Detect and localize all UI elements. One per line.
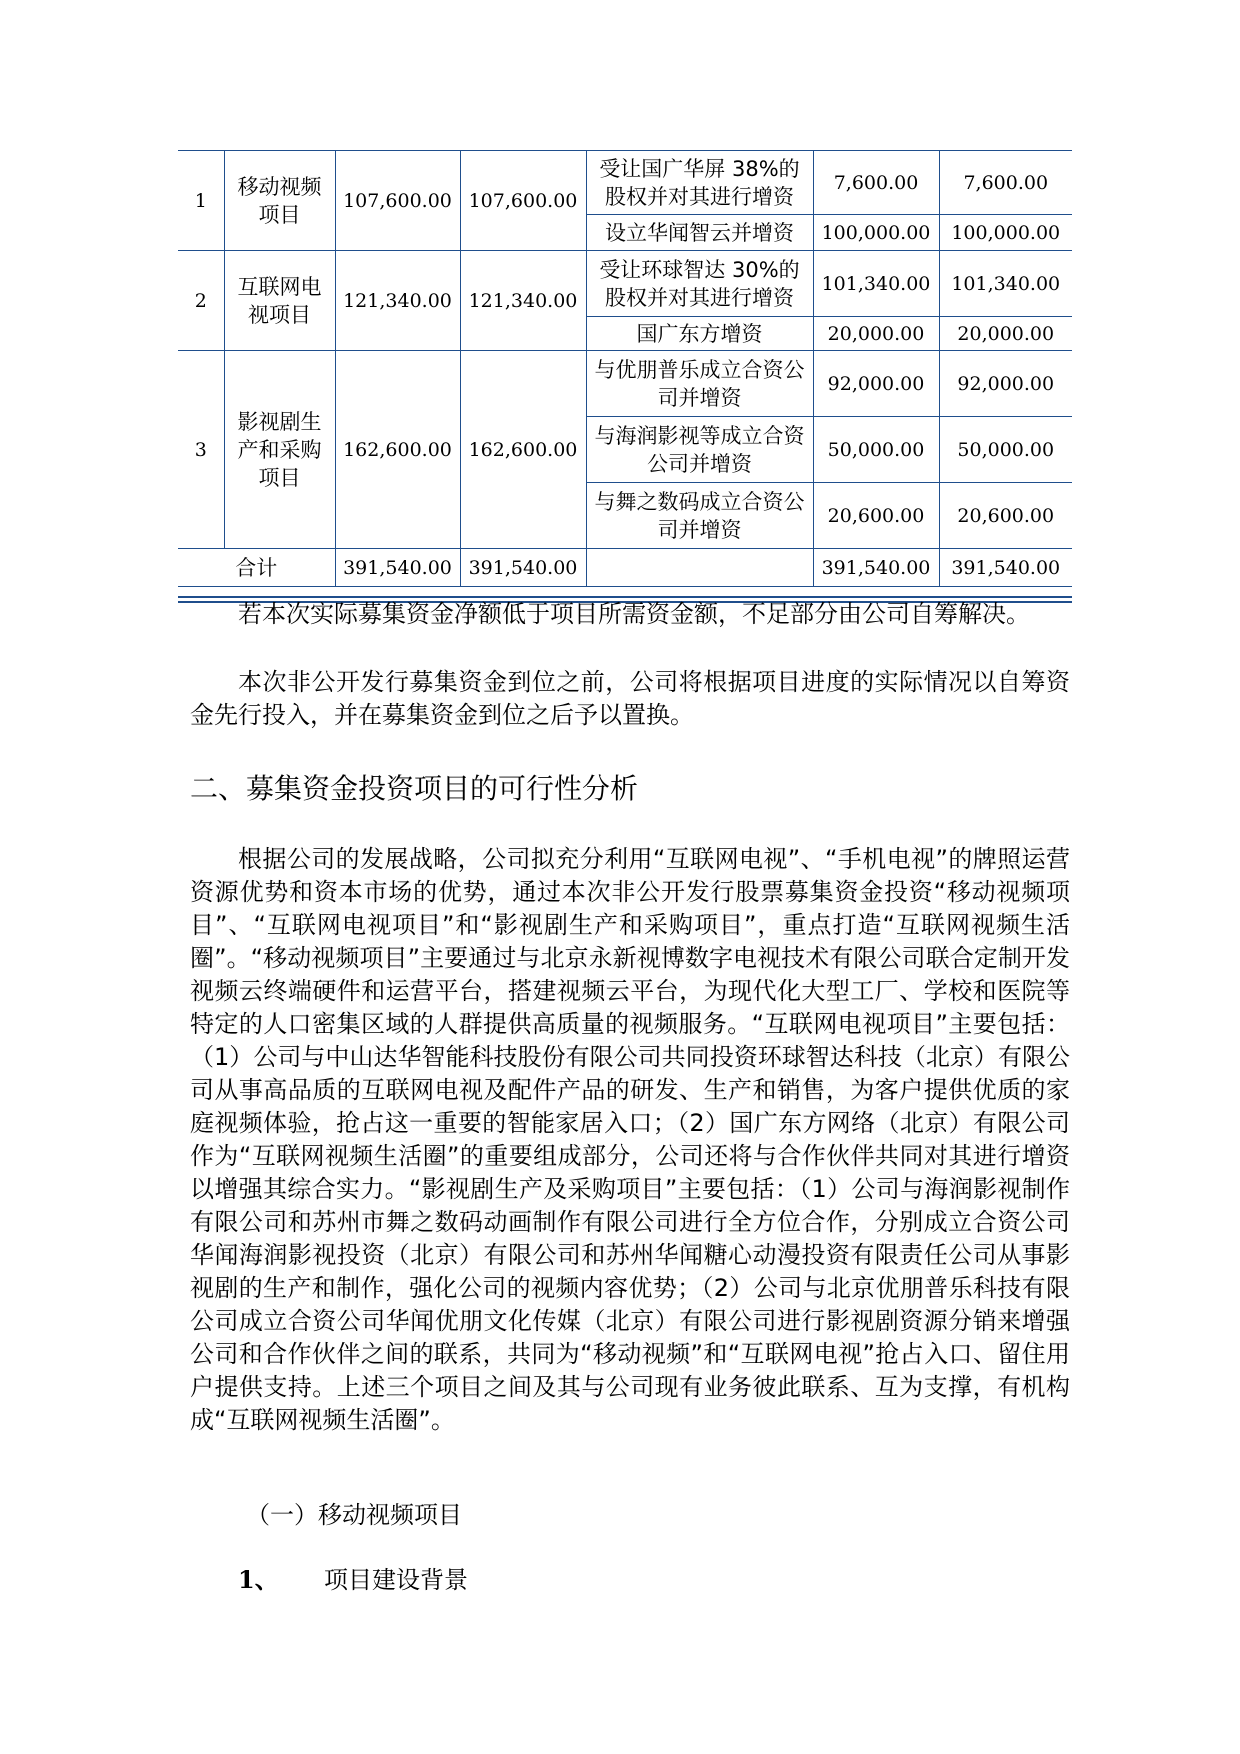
sub-amount-a: 101,340.00	[813, 251, 939, 317]
table-row	[178, 151, 1072, 215]
paragraph-advance-funding: 本次非公开发行募集资金到位之前，公司将根据项目进度的实际情况以自筹资金先行投入，并在募集资金到位之后予以置换。	[190, 668, 1070, 729]
numbered-heading	[238, 1565, 468, 1595]
row-number: 1	[178, 151, 224, 251]
sub-amount-a: 7,600.00	[813, 151, 939, 215]
project-name: 互联网电视项目	[224, 251, 335, 351]
sub-item: 与优朋普乐成立合资公司并增资	[586, 351, 813, 417]
sub-amount-b: 7,600.00	[939, 151, 1072, 215]
project-name: 影视剧生产和采购项目	[224, 351, 335, 549]
total-label: 合计	[178, 549, 335, 587]
total-empty-cell	[586, 549, 813, 587]
sub-amount-b: 100,000.00	[939, 215, 1072, 251]
sub-item: 受让国广华屏 38%的股权并对其进行增资	[586, 151, 813, 215]
sub-item: 国广东方增资	[586, 317, 813, 351]
project-raise: 107,600.00	[460, 151, 586, 251]
paragraph-shortfall: 若本次实际募集资金净额低于项目所需资金额，不足部分由公司自筹解决。	[238, 600, 1030, 628]
sub-item: 与海润影视等成立合资公司并增资	[586, 417, 813, 483]
grand-amount-a: 391,540.00	[813, 549, 939, 587]
table-row	[178, 351, 1072, 417]
sub-amount-a: 20,000.00	[813, 317, 939, 351]
heading-text: 项目建设背景	[323, 1566, 468, 1594]
grand-amount-b: 391,540.00	[939, 549, 1072, 587]
sub-item: 受让环球智达 30%的股权并对其进行增资	[586, 251, 813, 317]
project-raise: 162,600.00	[460, 351, 586, 549]
project-raise: 121,340.00	[460, 251, 586, 351]
sub-amount-a: 50,000.00	[813, 417, 939, 483]
project-name: 移动视频项目	[224, 151, 335, 251]
sub-amount-b: 101,340.00	[939, 251, 1072, 317]
sub-amount-b: 50,000.00	[939, 417, 1072, 483]
project-total: 162,600.00	[335, 351, 460, 549]
sub-item: 设立华闻智云并增资	[586, 215, 813, 251]
sub-amount-b: 92,000.00	[939, 351, 1072, 417]
grand-total: 391,540.00	[335, 549, 460, 587]
fund-allocation-table	[178, 150, 1072, 587]
sub-amount-a: 92,000.00	[813, 351, 939, 417]
project-total: 107,600.00	[335, 151, 460, 251]
table-row	[178, 251, 1072, 317]
heading-number: 1、	[238, 1565, 279, 1594]
sub-amount-a: 100,000.00	[813, 215, 939, 251]
sub-amount-a: 20,600.00	[813, 483, 939, 549]
total-row	[178, 549, 1072, 587]
row-number: 3	[178, 351, 224, 549]
sub-amount-b: 20,000.00	[939, 317, 1072, 351]
grand-raise: 391,540.00	[460, 549, 586, 587]
row-number: 2	[178, 251, 224, 351]
sub-item: 与舞之数码成立合资公司并增资	[586, 483, 813, 549]
section-heading: 二、募集资金投资项目的可行性分析	[190, 772, 639, 805]
project-total: 121,340.00	[335, 251, 460, 351]
sub-amount-b: 20,600.00	[939, 483, 1072, 549]
subsection-heading: （一）移动视频项目	[246, 1501, 462, 1529]
paragraph-feasibility: 根据公司的发展战略，公司拟充分利用“互联网电视”、“手机电视”的牌照运营资源优势和资本市场的优势，通过本次非公开发行股票募集资金投资“移动视频项目”、“互联网电视项目”和“影视剧生产和采购项目”，重点打造“互联网视频生活圈”。“移动视频项目”主要通过与北京永新视博数字电视技术有限公司联合定制开发视频云终端硬件和运营平台，搭建视频云平台，为现代化大型工厂、学校和医院等特定的人口密集区域的人群提供高质量的视频服务。“互联网电视项目”主要包括：（1）公司与中山达华智能科技股份有限公司共同投资环球智达科技（北京）有限公司从事高品质的互联网电视及配件产品的研发、生产和销售，为客户提供优质的家庭视频体验，抢占这一重要的智能家居入口；（2）国广东方网络（北京）有限公司作为“互联网视频生活圈”的重要组成部分，公司还将与合作伙伴共同对其进行增资以增强其综合实力。“影视剧生产及采购项目”主要包括：（1）公司与海润影视制作有限公司和苏州市舞之数码动画制作有限公司进行全方位合作，分别成立合资公司华闻海润影视投资（北京）有限公司和苏州华闻糖心动漫投资有限责任公司从事影视剧的生产和制作，强化公司的视频内容优势；（2）公司与北京优朋普乐科技有限公司成立合资公司华闻优朋文化传媒（北京）有限公司进行影视剧资源分销来增强公司和合作伙伴之间的联系，共同为“移动视频”和“互联网电视”抢占入口、留住用户提供支持。上述三个项目之间及其与公司现有业务彼此联系、互为支撑，有机构成“互联网视频生活圈”。	[190, 845, 1070, 1434]
